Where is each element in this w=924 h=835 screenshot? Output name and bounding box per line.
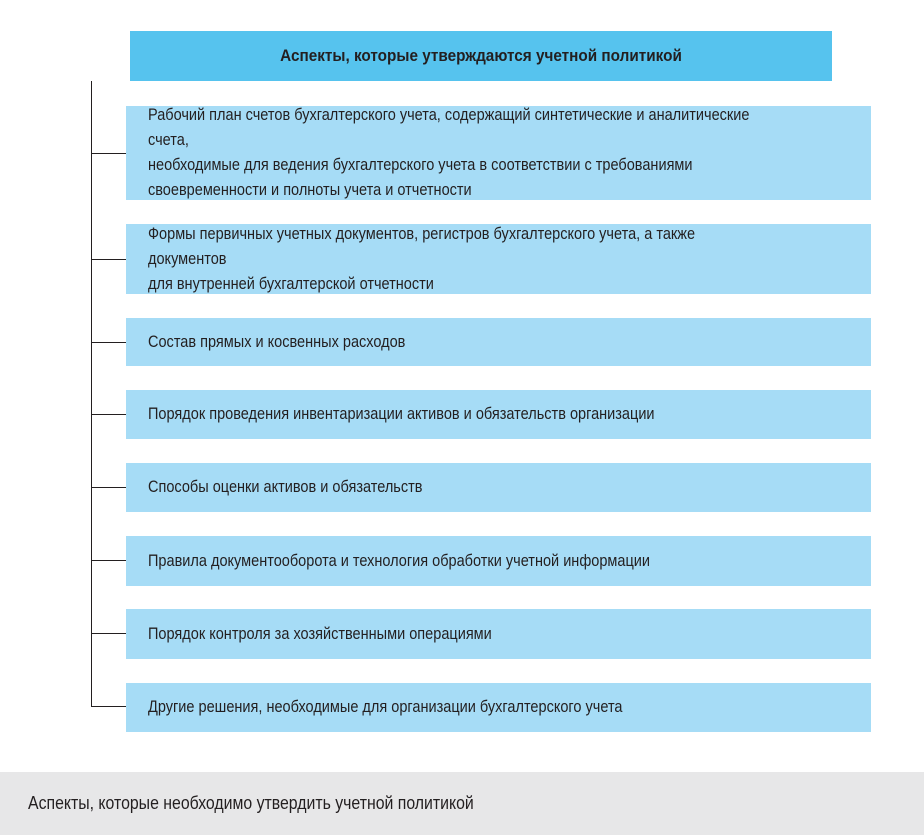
connector-branch <box>91 706 126 707</box>
aspect-text: Формы первичных учетных документов, регистров бухгалтерского учета, а также документов для внутренней бухгалтерской отчетности <box>148 224 696 293</box>
connector-branch <box>91 342 126 343</box>
diagram-title: Аспекты, которые утверждаются учетной политикой <box>280 46 682 65</box>
connector-branch <box>91 259 126 260</box>
caption-text: Аспекты, которые необходимо утвердить учетной политикой <box>28 793 474 813</box>
connector-trunk <box>91 81 92 707</box>
aspect-box-document-flow <box>126 536 871 586</box>
aspect-box-chart-of-accounts <box>126 106 871 200</box>
aspect-box-other <box>126 683 871 732</box>
figure-caption <box>0 772 924 835</box>
aspect-box-inventory <box>126 390 871 439</box>
aspect-text: Способы оценки активов и обязательств <box>148 478 423 496</box>
aspect-text: Рабочий план счетов бухгалтерского учета, содержащий синтетические и аналитические счета, необходимые для ведения бухгалтерского учета в соответствии с требованиями своевременности и полноты учета и отчетности <box>148 106 750 199</box>
aspect-text: Правила документооборота и технология обработки учетной информации <box>148 551 651 570</box>
aspect-box-valuation <box>126 463 871 512</box>
aspect-box-document-forms <box>126 224 871 294</box>
aspect-text: Порядок проведения инвентаризации активов и обязательств организации <box>148 405 655 423</box>
aspect-text: Другие решения, необходимые для организации бухгалтерского учета <box>148 698 623 716</box>
connector-branch <box>91 633 126 634</box>
diagram-header <box>130 31 832 81</box>
aspect-box-control <box>126 609 871 659</box>
aspect-text: Состав прямых и косвенных расходов <box>148 332 406 351</box>
aspect-box-expenses <box>126 318 871 366</box>
connector-branch <box>91 153 126 154</box>
connector-branch <box>91 414 126 415</box>
connector-branch <box>91 487 126 488</box>
connector-branch <box>91 560 126 561</box>
aspect-text: Порядок контроля за хозяйственными операциями <box>148 624 492 643</box>
